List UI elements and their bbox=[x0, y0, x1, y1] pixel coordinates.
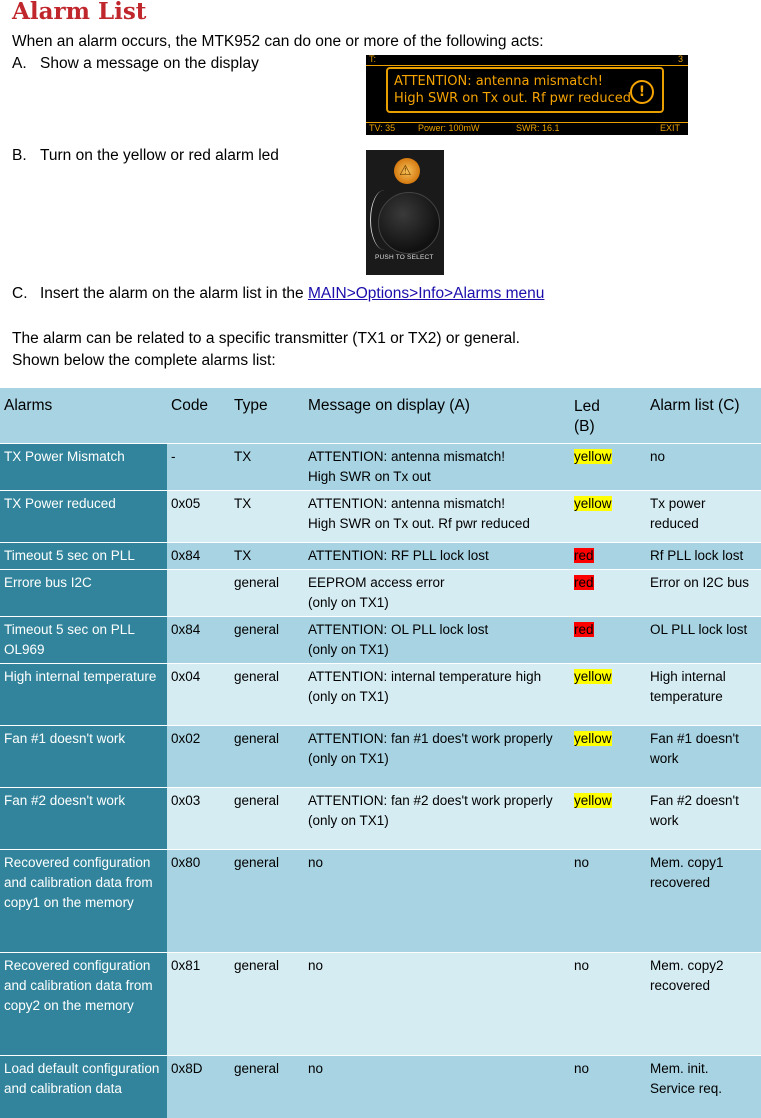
cell-alarm: Fan #1 doesn't work bbox=[0, 726, 167, 788]
cell-led bbox=[570, 543, 646, 570]
cell-alarm-list: OL PLL lock lost bbox=[646, 617, 761, 664]
cell-led bbox=[570, 444, 646, 491]
cell-type: general bbox=[230, 1056, 304, 1118]
cell-message: ATTENTION: fan #1 does't work properly (only on TX1) bbox=[304, 726, 570, 788]
item-b bbox=[12, 147, 279, 165]
cell-message: ATTENTION: antenna mismatch! High SWR on Tx out. Rf pwr reduced bbox=[304, 491, 570, 543]
table-row bbox=[0, 953, 761, 1056]
table-header-row bbox=[0, 388, 761, 444]
cell-led bbox=[570, 491, 646, 543]
item-a bbox=[12, 55, 259, 73]
cell-led bbox=[570, 1056, 646, 1118]
knob-label: PUSH TO SELECT bbox=[375, 254, 434, 261]
cell-alarm-list: High internal temperature bbox=[646, 664, 761, 726]
cell-message: ATTENTION: fan #2 does't work properly (only on TX1) bbox=[304, 788, 570, 850]
led-value: yellow bbox=[574, 793, 612, 808]
header-alarms: Alarms bbox=[0, 388, 167, 444]
cell-led bbox=[570, 850, 646, 953]
cell-alarm-list: Fan #1 doesn't work bbox=[646, 726, 761, 788]
cell-type: general bbox=[230, 788, 304, 850]
paragraph-1: The alarm can be related to a specific transmitter (TX1 or TX2) or general. bbox=[12, 330, 520, 347]
cell-led bbox=[570, 664, 646, 726]
display-exit: EXIT bbox=[659, 123, 680, 133]
cell-message: ATTENTION: internal temperature high (only on TX1) bbox=[304, 664, 570, 726]
item-b-text: Turn on the yellow or red alarm led bbox=[40, 147, 279, 164]
cell-code bbox=[167, 570, 230, 617]
cell-type: TX bbox=[230, 491, 304, 543]
display-screenshot bbox=[366, 55, 688, 135]
table-row bbox=[0, 788, 761, 850]
cell-alarm: Timeout 5 sec on PLL OL969 bbox=[0, 617, 167, 664]
paragraph-2: Shown below the complete alarms list: bbox=[12, 352, 276, 369]
table-row bbox=[0, 664, 761, 726]
header-code: Code bbox=[167, 388, 230, 444]
led-value: red bbox=[574, 622, 594, 637]
header-alarm-list: Alarm list (C) bbox=[646, 388, 761, 444]
display-message-line2: High SWR on Tx out. Rf pwr reduced bbox=[394, 91, 631, 106]
led-value: red bbox=[574, 575, 594, 590]
table-row bbox=[0, 543, 761, 570]
cell-alarm: TX Power reduced bbox=[0, 491, 167, 543]
cell-code: 0x84 bbox=[167, 617, 230, 664]
cell-code: 0x05 bbox=[167, 491, 230, 543]
item-a-label: A. bbox=[12, 55, 27, 72]
cell-type: general bbox=[230, 617, 304, 664]
header-led: Led (B) bbox=[570, 388, 646, 444]
cell-type: TX bbox=[230, 444, 304, 491]
cell-alarm-list: Fan #2 doesn't work bbox=[646, 788, 761, 850]
cell-alarm-list: Mem. init. Service req. bbox=[646, 1056, 761, 1118]
table-row bbox=[0, 570, 761, 617]
cell-message: ATTENTION: antenna mismatch! High SWR on Tx out bbox=[304, 444, 570, 491]
cell-message: ATTENTION: OL PLL lock lost (only on TX1) bbox=[304, 617, 570, 664]
cell-alarm-list: Mem. copy2 recovered bbox=[646, 953, 761, 1056]
knob-photo bbox=[366, 150, 444, 275]
cell-message: no bbox=[304, 850, 570, 953]
alarms-menu-link[interactable]: MAIN>Options>Info>Alarms menu bbox=[307, 285, 545, 302]
led-value: yellow bbox=[574, 731, 612, 746]
display-bottom-bar bbox=[366, 122, 688, 135]
cell-code: 0x84 bbox=[167, 543, 230, 570]
cell-alarm: Timeout 5 sec on PLL bbox=[0, 543, 167, 570]
item-a-text: Show a message on the display bbox=[40, 55, 259, 72]
cell-code: 0x03 bbox=[167, 788, 230, 850]
cell-led bbox=[570, 726, 646, 788]
cell-code: 0x8D bbox=[167, 1056, 230, 1118]
led-value: no bbox=[574, 958, 590, 973]
table-row bbox=[0, 850, 761, 953]
led-value: no bbox=[574, 855, 590, 870]
cell-alarm: Recovered configuration and calibration data from copy2 on the memory bbox=[0, 953, 167, 1056]
item-c bbox=[12, 285, 544, 303]
cell-code: - bbox=[167, 444, 230, 491]
item-b-label: B. bbox=[12, 147, 27, 164]
warning-triangle-icon: ⚠ bbox=[399, 162, 412, 178]
cell-type: general bbox=[230, 850, 304, 953]
led-value: no bbox=[574, 1061, 590, 1076]
cell-type: TX bbox=[230, 543, 304, 570]
display-top-left: T: bbox=[369, 55, 377, 64]
table-row bbox=[0, 617, 761, 664]
led-value: yellow bbox=[574, 449, 612, 464]
table-row bbox=[0, 491, 761, 543]
cell-message: no bbox=[304, 1056, 570, 1118]
cell-alarm-list: Mem. copy1 recovered bbox=[646, 850, 761, 953]
display-message-box bbox=[386, 67, 664, 113]
table-row bbox=[0, 726, 761, 788]
cell-alarm: Recovered configuration and calibration data from copy1 on the memory bbox=[0, 850, 167, 953]
cell-code: 0x04 bbox=[167, 664, 230, 726]
display-tv: TV: 35 bbox=[369, 123, 396, 133]
item-c-text: Insert the alarm on the alarm list in the bbox=[40, 285, 308, 302]
cell-alarm: Fan #2 doesn't work bbox=[0, 788, 167, 850]
intro-text: When an alarm occurs, the MTK952 can do one or more of the following acts: bbox=[12, 33, 544, 50]
display-top-bar bbox=[366, 55, 688, 66]
cell-code: 0x80 bbox=[167, 850, 230, 953]
page-title: Alarm List bbox=[12, 0, 147, 25]
cell-message: EEPROM access error (only on TX1) bbox=[304, 570, 570, 617]
led-value: yellow bbox=[574, 496, 612, 511]
led-value: yellow bbox=[574, 669, 612, 684]
cell-alarm-list: Rf PLL lock lost bbox=[646, 543, 761, 570]
cell-message: ATTENTION: RF PLL lock lost bbox=[304, 543, 570, 570]
cell-led bbox=[570, 570, 646, 617]
cell-type: general bbox=[230, 570, 304, 617]
cell-alarm: TX Power Mismatch bbox=[0, 444, 167, 491]
cell-type: general bbox=[230, 953, 304, 1056]
knob-dial bbox=[378, 192, 440, 254]
cell-alarm-list: no bbox=[646, 444, 761, 491]
display-power: Power: 100mW bbox=[418, 123, 480, 133]
cell-alarm: Load default configuration and calibration data bbox=[0, 1056, 167, 1118]
display-top-right: 3 bbox=[677, 55, 683, 64]
header-type: Type bbox=[230, 388, 304, 444]
cell-code: 0x02 bbox=[167, 726, 230, 788]
cell-alarm: Errore bus I2C bbox=[0, 570, 167, 617]
item-c-label: C. bbox=[12, 285, 28, 302]
alarms-table bbox=[0, 388, 761, 1118]
cell-type: general bbox=[230, 726, 304, 788]
cell-code: 0x81 bbox=[167, 953, 230, 1056]
cell-led bbox=[570, 788, 646, 850]
cell-message: no bbox=[304, 953, 570, 1056]
table-row bbox=[0, 444, 761, 491]
cell-alarm-list: Error on I2C bus bbox=[646, 570, 761, 617]
cell-alarm-list: Tx power reduced bbox=[646, 491, 761, 543]
display-swr: SWR: 16.1 bbox=[516, 123, 560, 133]
led-value: red bbox=[574, 548, 594, 563]
table-row bbox=[0, 1056, 761, 1118]
warning-icon: ! bbox=[630, 80, 654, 104]
cell-led bbox=[570, 617, 646, 664]
cell-alarm: High internal temperature bbox=[0, 664, 167, 726]
cell-led bbox=[570, 953, 646, 1056]
header-message: Message on display (A) bbox=[304, 388, 570, 444]
display-message-line1: ATTENTION: antenna mismatch! bbox=[394, 74, 603, 89]
cell-type: general bbox=[230, 664, 304, 726]
